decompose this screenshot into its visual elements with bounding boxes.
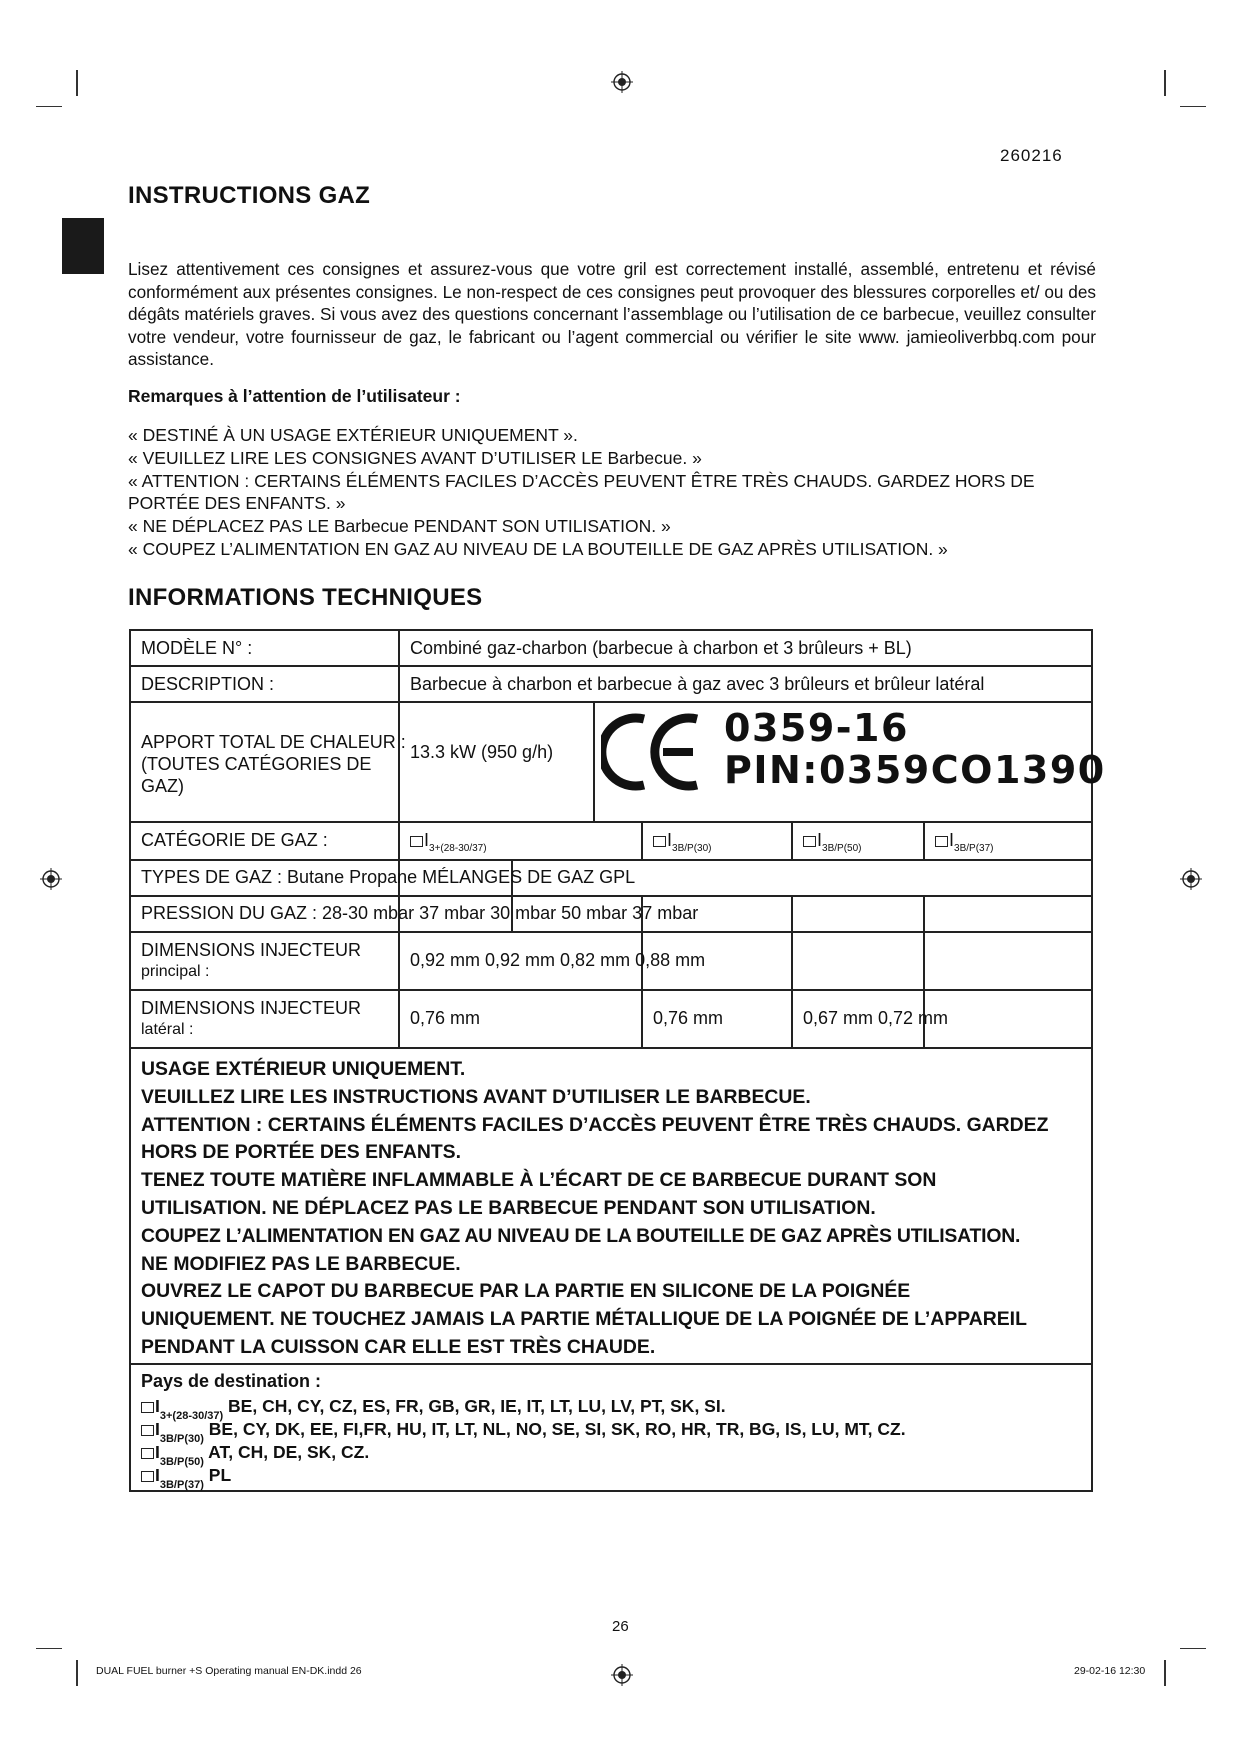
crop-mark <box>36 106 62 107</box>
notice-line: « DESTINÉ À UN USAGE EXTÉRIEUR UNIQUEMENT ». <box>128 425 578 445</box>
checkbox-icon <box>141 1402 154 1413</box>
destination-row: $I_{3B/P(50)}$ AT, CH, DE, SK, CZ. <box>141 1442 369 1468</box>
gas-pressure: PRESSION DU GAZ : 28-30 mbar 37 mbar 30 mbar 50 mbar 37 mbar <box>141 903 699 923</box>
checkbox-icon <box>935 836 948 847</box>
checkbox-icon <box>141 1448 154 1459</box>
category-option: $I_{3B/P(30)}$ <box>653 829 711 860</box>
category-option: $I_{3B/P(50)}$ <box>803 829 861 860</box>
checkbox-icon <box>141 1471 154 1482</box>
registration-mark-icon <box>1180 868 1202 890</box>
side-injector-value: 0,67 mm 0,72 mm <box>803 1008 949 1028</box>
registration-mark-icon <box>611 1664 633 1686</box>
intro-paragraph: Lisez attentivement ces consignes et assurez-vous que votre gril est correctement installé, assemblé, entretenu et révisé conformément aux présentes consignes. Le non-respect de ces consignes peut provoquer des blessures corporelles et/ ou des dégâts matériels graves. Si vous avez des questions concernant l’assemblage ou l’utilisation de ce barbecue, veuillez consulter votre vendeur, votre fournisseur de gaz, le fabricant ou l’agent commercial ou vérifier le site www. jamieoliverbbq.com pour assistance. <box>128 259 1096 369</box>
model-value: Combiné gaz-charbon (barbecue à charbon et 3 brûleurs + BL) <box>410 638 912 658</box>
side-injector-value: 0,76 mm <box>653 1008 724 1028</box>
side-injector-value: 0,76 mm <box>410 1008 481 1028</box>
ce-number: 0359-16 <box>724 706 909 750</box>
registration-mark-icon <box>40 868 62 890</box>
main-injector-value: 0,92 mm 0,92 mm 0,82 mm 0,88 mm <box>410 950 706 970</box>
category-option: $I_{3B/P(37)}$ <box>935 829 993 860</box>
destination-heading: Pays de destination : <box>141 1371 322 1391</box>
certification-numbers <box>724 707 1106 791</box>
crop-mark <box>1180 106 1206 107</box>
crop-mark <box>1180 1648 1206 1649</box>
crop-mark <box>76 70 78 96</box>
ce-mark-icon <box>601 709 701 795</box>
safety-warnings: USAGE EXTÉRIEUR UNIQUEMENT. VEUILLEZ LIRE LES INSTRUCTIONS AVANT D’UTILISER LE BARBECUE. ATTENTION : CERTAINS ÉLÉMENTS FACILES D’ACCÈS PEUVENT ÊTRE TRÈS CHAUDS. GARDEZ HORS DE PORTÉE DES ENFANTS. TENEZ TOUTE MATIÈRE INFLAMMABLE À L’ÉCART DE CE BARBECUE DURANT SON UTILISATION. NE DÉPLACEZ PAS LE BARBECUE PENDANT SON UTILISATION. COUPEZ L’ALIMENTATION EN GAZ AU NIVEAU DE LA BOUTEILLE DE GAZ APRÈS UTILISATION. NE MODIFIEZ PAS LE BARBECUE. OUVREZ LE CAPOT DU BARBECUE PAR LA PARTIE EN SILICONE DE LA POIGNÉE UNIQUEMENT. NE TOUCHEZ JAMAIS LA PARTIE MÉTALLIQUE DE LA POIGNÉE DE L’APPAREIL PENDANT LA CUISSON CAR ELLE EST TRÈS CHAUDE. <box>141 1058 1049 1358</box>
side-injector-label: DIMENSIONS INJECTEUR latéral : <box>141 998 362 1038</box>
crop-mark <box>76 1660 78 1686</box>
checkbox-icon <box>141 1425 154 1436</box>
checkbox-icon <box>803 836 816 847</box>
category-label: CATÉGORIE DE GAZ : <box>141 830 328 850</box>
destination-row: $I_{3B/P(30)}$ BE, CY, DK, EE, FI,FR, HU, IT, LT, NL, NO, SE, SI, SK, RO, HR, TR, BG, IS, LU, MT, CZ. <box>141 1419 906 1445</box>
crop-mark <box>36 1648 62 1649</box>
tech-table <box>129 629 1106 1492</box>
checkbox-icon <box>653 836 666 847</box>
notice-line: « ATTENTION : CERTAINS ÉLÉMENTS FACILES D’ACCÈS PEUVENT ÊTRE TRÈS CHAUDS. GARDEZ HORS DE <box>128 471 1035 491</box>
destination-row: $I_{3+(28-30/37)}$ BE, CH, CY, CZ, ES, FR, GB, GR, IE, IT, LT, LU, LV, PT, SK, SI. <box>141 1396 726 1422</box>
registration-mark-icon <box>611 71 633 93</box>
notice-line: « COUPEZ L’ALIMENTATION EN GAZ AU NIVEAU DE LA BOUTEILLE DE GAZ APRÈS UTILISATION. » <box>128 539 948 559</box>
model-label: MODÈLE N° : <box>141 638 253 658</box>
notice-line: « VEUILLEZ LIRE LES CONSIGNES AVANT D’UTILISER LE Barbecue. » <box>128 448 702 468</box>
footer-timestamp: 29-02-16 12:30 <box>1074 1665 1146 1677</box>
gas-types: TYPES DE GAZ : Butane Propane MÉLANGES DE GAZ GPL <box>141 867 636 887</box>
section-tab-marker <box>62 218 104 274</box>
pin-number: PIN:0359CO1390 <box>724 748 1106 792</box>
description-value: Barbecue à charbon et barbecue à gaz avec 3 brûleurs et brûleur latéral <box>410 674 985 694</box>
category-option: $I_{3+(28-30/37)}$ <box>410 829 487 860</box>
main-injector-label: DIMENSIONS INJECTEUR principal : <box>141 940 362 980</box>
tech-info-heading: INFORMATIONS TECHNIQUES <box>128 584 483 611</box>
notice-line: PORTÉE DES ENFANTS. » <box>128 493 346 513</box>
footer-file-name: DUAL FUEL burner +S Operating manual EN-DK.indd 26 <box>96 1665 362 1677</box>
heat-label: APPORT TOTAL DE CHALEUR : (TOUTES CATÉGORIES DE GAZ) <box>141 732 406 796</box>
checkbox-icon <box>410 836 423 847</box>
crop-mark <box>1164 70 1166 96</box>
crop-mark <box>1164 1660 1166 1686</box>
remarks-heading: Remarques à l’attention de l’utilisateur : <box>128 386 461 406</box>
description-label: DESCRIPTION : <box>141 674 275 694</box>
heat-value: 13.3 kW (950 g/h) <box>410 742 554 762</box>
page-number: 26 <box>612 1618 629 1635</box>
document-id: 260216 <box>1000 146 1063 165</box>
page-title: INSTRUCTIONS GAZ <box>128 182 371 209</box>
destination-row: $I_{3B/P(37)}$ PL <box>141 1465 231 1491</box>
notice-line: « NE DÉPLACEZ PAS LE Barbecue PENDANT SON UTILISATION. » <box>128 516 671 536</box>
